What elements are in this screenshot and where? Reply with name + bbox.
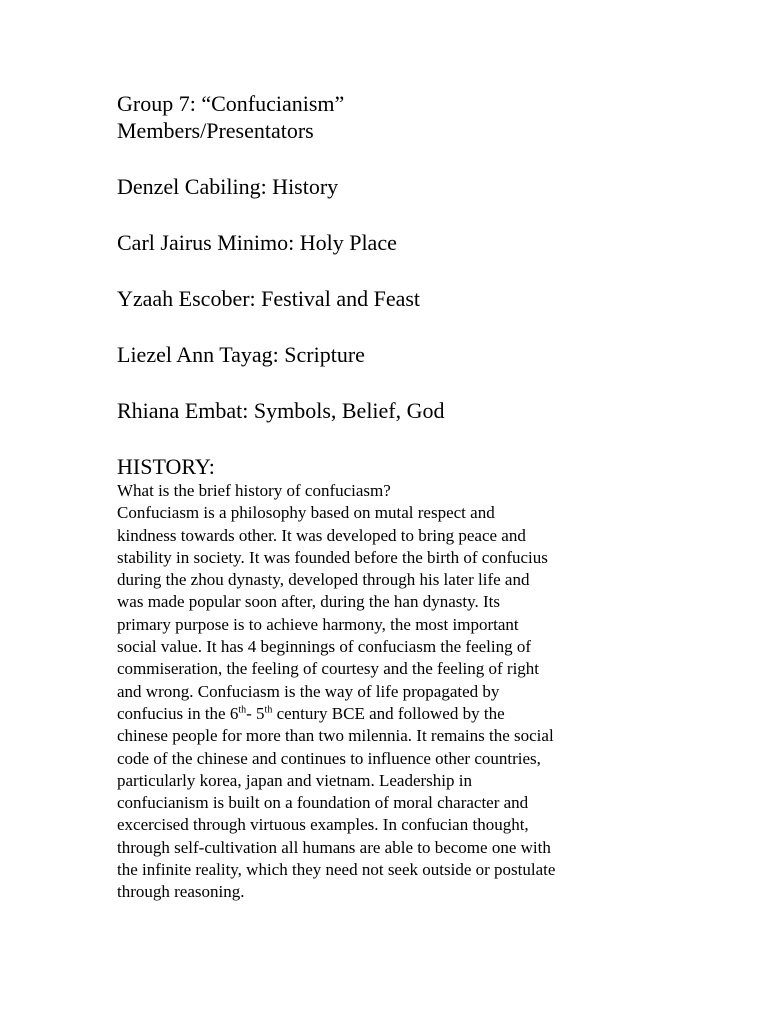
paragraph-line: the infinite reality, which they need not seek outside or postulate [117,860,556,880]
paragraph-line: code of the chinese and continues to influence other countries, [117,748,541,768]
paragraph-line: chinese people for more than two milennia. It remains the social [117,726,554,746]
paragraph-line: stability in society. It was founded before the birth of confucius [117,547,548,567]
section-heading-history: HISTORY: [117,454,215,479]
history-section [117,480,657,904]
paragraph-line: primary purpose is to achieve harmony, the most important [117,614,519,634]
member-line: Carl Jairus Minimo: Holy Place [117,230,397,255]
century-line-mid: - 5 [246,703,265,723]
member-line: Liezel Ann Tayag: Scripture [117,342,365,367]
member-line: Denzel Cabiling: History [117,174,339,199]
century-line-post: century BCE and followed by the [272,703,505,723]
paragraph-line: was made popular soon after, during the han dynasty. Its [117,592,500,612]
paragraph-line: through reasoning. [117,882,245,902]
member-line: Yzaah Escober: Festival and Feast [117,286,421,311]
paragraph-line: particularly korea, japan and vietnam. Leadership in [117,770,472,790]
century-line-pre: confucius in the 6 [117,703,239,723]
paragraph-line: during the zhou dynasty, developed through his later life and [117,570,530,590]
paragraph-line: Confuciasm is a philosophy based on mutal respect and [117,503,495,523]
document-subtitle: Members/Presentators [117,118,314,143]
paragraph-line: commiseration, the feeling of courtesy and the feeling of right [117,659,540,679]
paragraph-line: confucianism is built on a foundation of moral character and [117,793,529,813]
paragraph-line: excercised through virtuous examples. In confucian thought, [117,815,529,835]
paragraph-line: and wrong. Confuciasm is the way of life propagated by [117,681,500,701]
paragraph-line: kindness towards other. It was developed to bring peace and [117,525,526,545]
history-question: What is the brief history of confuciasm? [117,481,391,500]
paragraph-line: through self-cultivation all humans are able to become one with [117,837,551,857]
paragraph-line: social value. It has 4 beginnings of confuciasm the feeling of [117,637,532,657]
document-title: Group 7: “Confucianism” [117,91,345,116]
superscript-th: th [264,704,273,716]
superscript-th: th [238,704,247,716]
century-line [117,703,657,725]
history-paragraph [117,502,657,903]
member-line: Rhiana Embat: Symbols, Belief, God [117,398,445,423]
